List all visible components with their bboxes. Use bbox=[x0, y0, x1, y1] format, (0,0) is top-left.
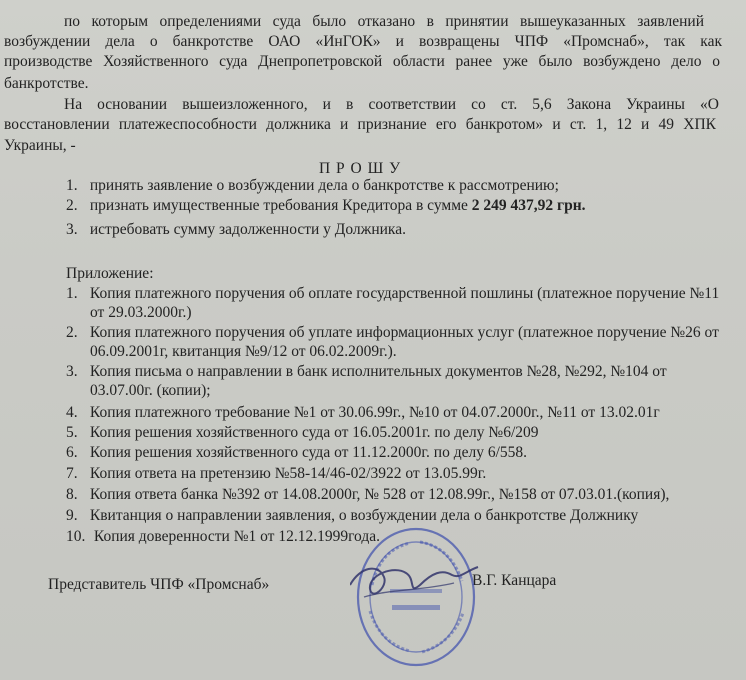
attachment-text: Копия решения хозяйственного суда от 16.05.2001г. по делу №6/209 bbox=[89, 424, 539, 441]
seal-ring-lettering-bottom bbox=[370, 611, 463, 652]
seal-outer-ring bbox=[358, 529, 474, 665]
attachment-number: 2. bbox=[66, 324, 78, 341]
request-amount: 2 249 437,92 грн. bbox=[471, 197, 586, 214]
attachment-item-4 bbox=[66, 404, 660, 422]
seal-ring-lettering bbox=[372, 542, 462, 585]
representative-label: Представитель ЧПФ «Промснаб» bbox=[48, 576, 270, 593]
attachment-number: 6. bbox=[66, 444, 78, 461]
attachment-item-3 bbox=[66, 363, 667, 381]
request-number: 1. bbox=[66, 177, 78, 194]
attachment-item-6 bbox=[66, 444, 527, 462]
attachment-text: Копия ответа на претензию №58-14/46-02/3922 от 13.05.99г. bbox=[89, 465, 487, 482]
request-text: принять заявление о возбуждении дела о банкротстве к рассмотрению; bbox=[89, 177, 559, 194]
attachment-item-1 bbox=[66, 285, 719, 303]
attachment-text: Копия письма о направлении в банк исполнительных документов №28, №292, №104 от bbox=[89, 363, 667, 380]
request-number: 2. bbox=[66, 197, 78, 214]
attachment-text: Копия ответа банка №392 от 14.08.2000г, № 528 от 12.08.99г., №158 от 07.03.01.(копия), bbox=[89, 486, 670, 503]
paragraph-line-6: восстановлении платежеспособности должника и признание его банкротом» и ст. 1, 12 и 49 ХПК bbox=[4, 116, 716, 133]
attachment-number: 8. bbox=[66, 486, 78, 503]
heading-proshu: П Р О Ш У bbox=[318, 160, 402, 177]
attachment-number: 7. bbox=[66, 465, 78, 482]
attachment-text: Квитанция о направлении заявления, о возбуждении дела о банкротстве Должнику bbox=[89, 507, 639, 524]
attachment-item-10 bbox=[66, 528, 380, 546]
attachment-text: Копия платежного требование №1 от 30.06.99г., №10 от 04.07.2000г., №11 от 13.02.01г bbox=[89, 404, 660, 421]
attachment-text: Копия решения хозяйственного суда от 11.12.2000г. по делу 6/558. bbox=[89, 444, 528, 461]
attachment-number: 4. bbox=[66, 404, 78, 421]
paragraph-line-7: Украины, - bbox=[4, 137, 76, 154]
paragraph-line-4: банкротстве. bbox=[4, 75, 89, 92]
attachment-number: 3. bbox=[66, 363, 78, 380]
seal-stamp bbox=[350, 515, 485, 670]
attachment-number: 9. bbox=[66, 507, 78, 524]
attachment-text: Копия доверенности №1 от 12.12.1999года. bbox=[93, 528, 380, 545]
attachment-item-8 bbox=[66, 486, 669, 504]
request-text: признать имущественные требования Кредитора в сумме bbox=[89, 197, 472, 214]
attachment-number: 1. bbox=[66, 285, 78, 302]
seal-center-number bbox=[392, 605, 440, 610]
attachment-item-3-cont: 03.07.00г. (копии); bbox=[90, 382, 211, 399]
paragraph-line-2: возбуждении дела о банкротстве ОАО «ИнГОК» и возвращены ЧПФ «Промснаб», так как bbox=[4, 33, 722, 50]
attachments-label: Приложение: bbox=[66, 265, 154, 282]
attachment-number: 10. bbox=[66, 528, 86, 545]
attachment-item-2 bbox=[66, 324, 719, 342]
paragraph-line-5: На основании вышеизложенного, и в соответствии со ст. 5,6 Закона Украины «О bbox=[64, 96, 719, 113]
signatory-name: В.Г. Канцара bbox=[472, 572, 557, 589]
paragraph-line-1: по которым определениями суда было отказано в принятии вышеуказанных заявлений bbox=[64, 13, 704, 30]
attachment-item-2-cont: 06.09.2001г, квитанция №9/12 от 06.02.2009г.). bbox=[90, 343, 397, 360]
request-number: 3. bbox=[66, 221, 78, 238]
request-item-3 bbox=[66, 221, 406, 239]
attachment-text: Копия платежного поручения об уплате информационных услуг (платежное поручение №26 от bbox=[89, 324, 719, 341]
attachment-item-5 bbox=[66, 424, 539, 442]
request-item-2 bbox=[66, 197, 586, 215]
attachment-item-7 bbox=[66, 465, 486, 483]
attachment-text: Копия платежного поручения об оплате государственной пошлины (платежное поручение №11 bbox=[89, 285, 720, 302]
request-item-1 bbox=[66, 177, 559, 195]
paragraph-line-3: производстве Хозяйственного суда Днепропетровской области ранее уже было возбуждено дело о bbox=[4, 53, 720, 70]
request-text: истребовать сумму задолженности у Должника. bbox=[89, 221, 406, 238]
attachment-number: 5. bbox=[66, 424, 78, 441]
attachment-item-1-cont: от 29.03.2000г.) bbox=[90, 304, 192, 321]
